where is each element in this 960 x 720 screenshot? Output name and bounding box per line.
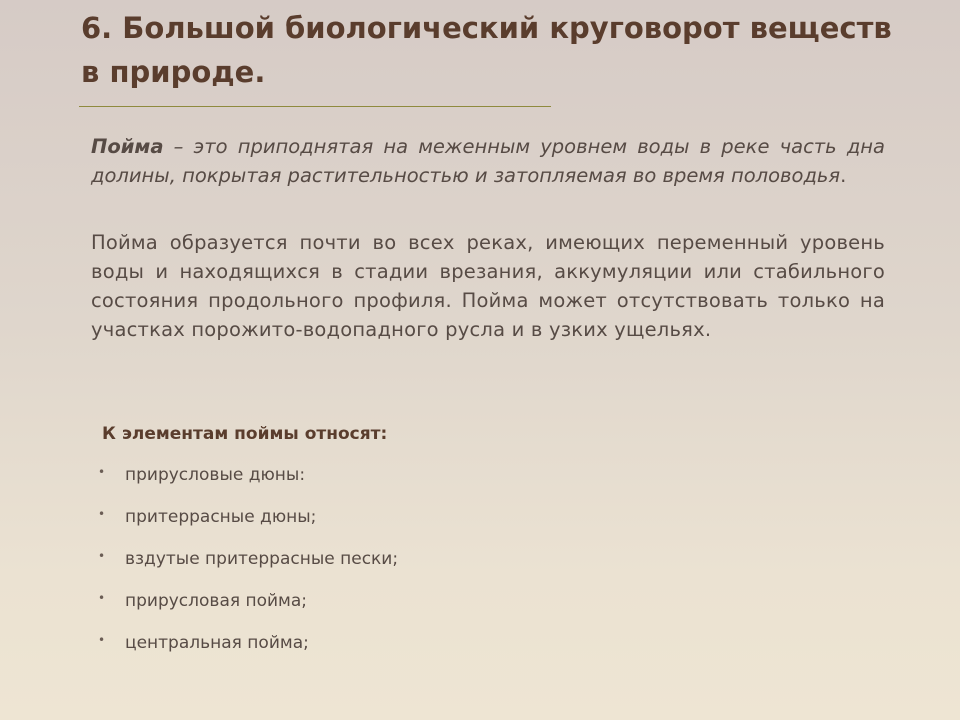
- definition-body: – это приподнятая на меженным уровнем воды в реке часть дна долины, покрытая растительностью и затопляемая во время половодья: [91, 135, 885, 187]
- list-item-text: прирусловая пойма;: [125, 591, 308, 611]
- title-divider: [79, 106, 551, 107]
- list-item: [98, 587, 398, 629]
- bullet-icon: •: [98, 507, 106, 521]
- bullet-icon: •: [98, 549, 106, 563]
- definition-paragraph: [91, 132, 885, 190]
- bullet-icon: •: [98, 465, 106, 479]
- list-item: [98, 461, 398, 503]
- list-item-text: прирусловые дюны:: [125, 465, 306, 485]
- list-item: [98, 545, 398, 587]
- list-item-text: центральная пойма;: [125, 633, 309, 653]
- elements-heading: К элементам поймы относят:: [102, 424, 388, 444]
- list-item-text: вздутые притеррасные пески;: [125, 549, 399, 569]
- list-item: [98, 629, 398, 671]
- elements-list: [98, 461, 398, 671]
- definition-end: .: [840, 164, 847, 187]
- list-item-text: притеррасные дюны;: [125, 507, 317, 527]
- bullet-icon: •: [98, 633, 106, 647]
- slide-title: 6. Большой биологический круговорот веществ в природе.: [81, 11, 892, 89]
- definition-term: Пойма: [91, 135, 164, 158]
- description-paragraph: Пойма образуется почти во всех реках, имеющих переменный уровень воды и находящихся в стадии врезания, аккумуляции или стабильного состояния продольного профиля. Пойма может отсутствовать только на участках порожито-водопадного русла и в узких ущельях.: [91, 231, 885, 341]
- list-item: [98, 503, 398, 545]
- bullet-icon: •: [98, 591, 106, 605]
